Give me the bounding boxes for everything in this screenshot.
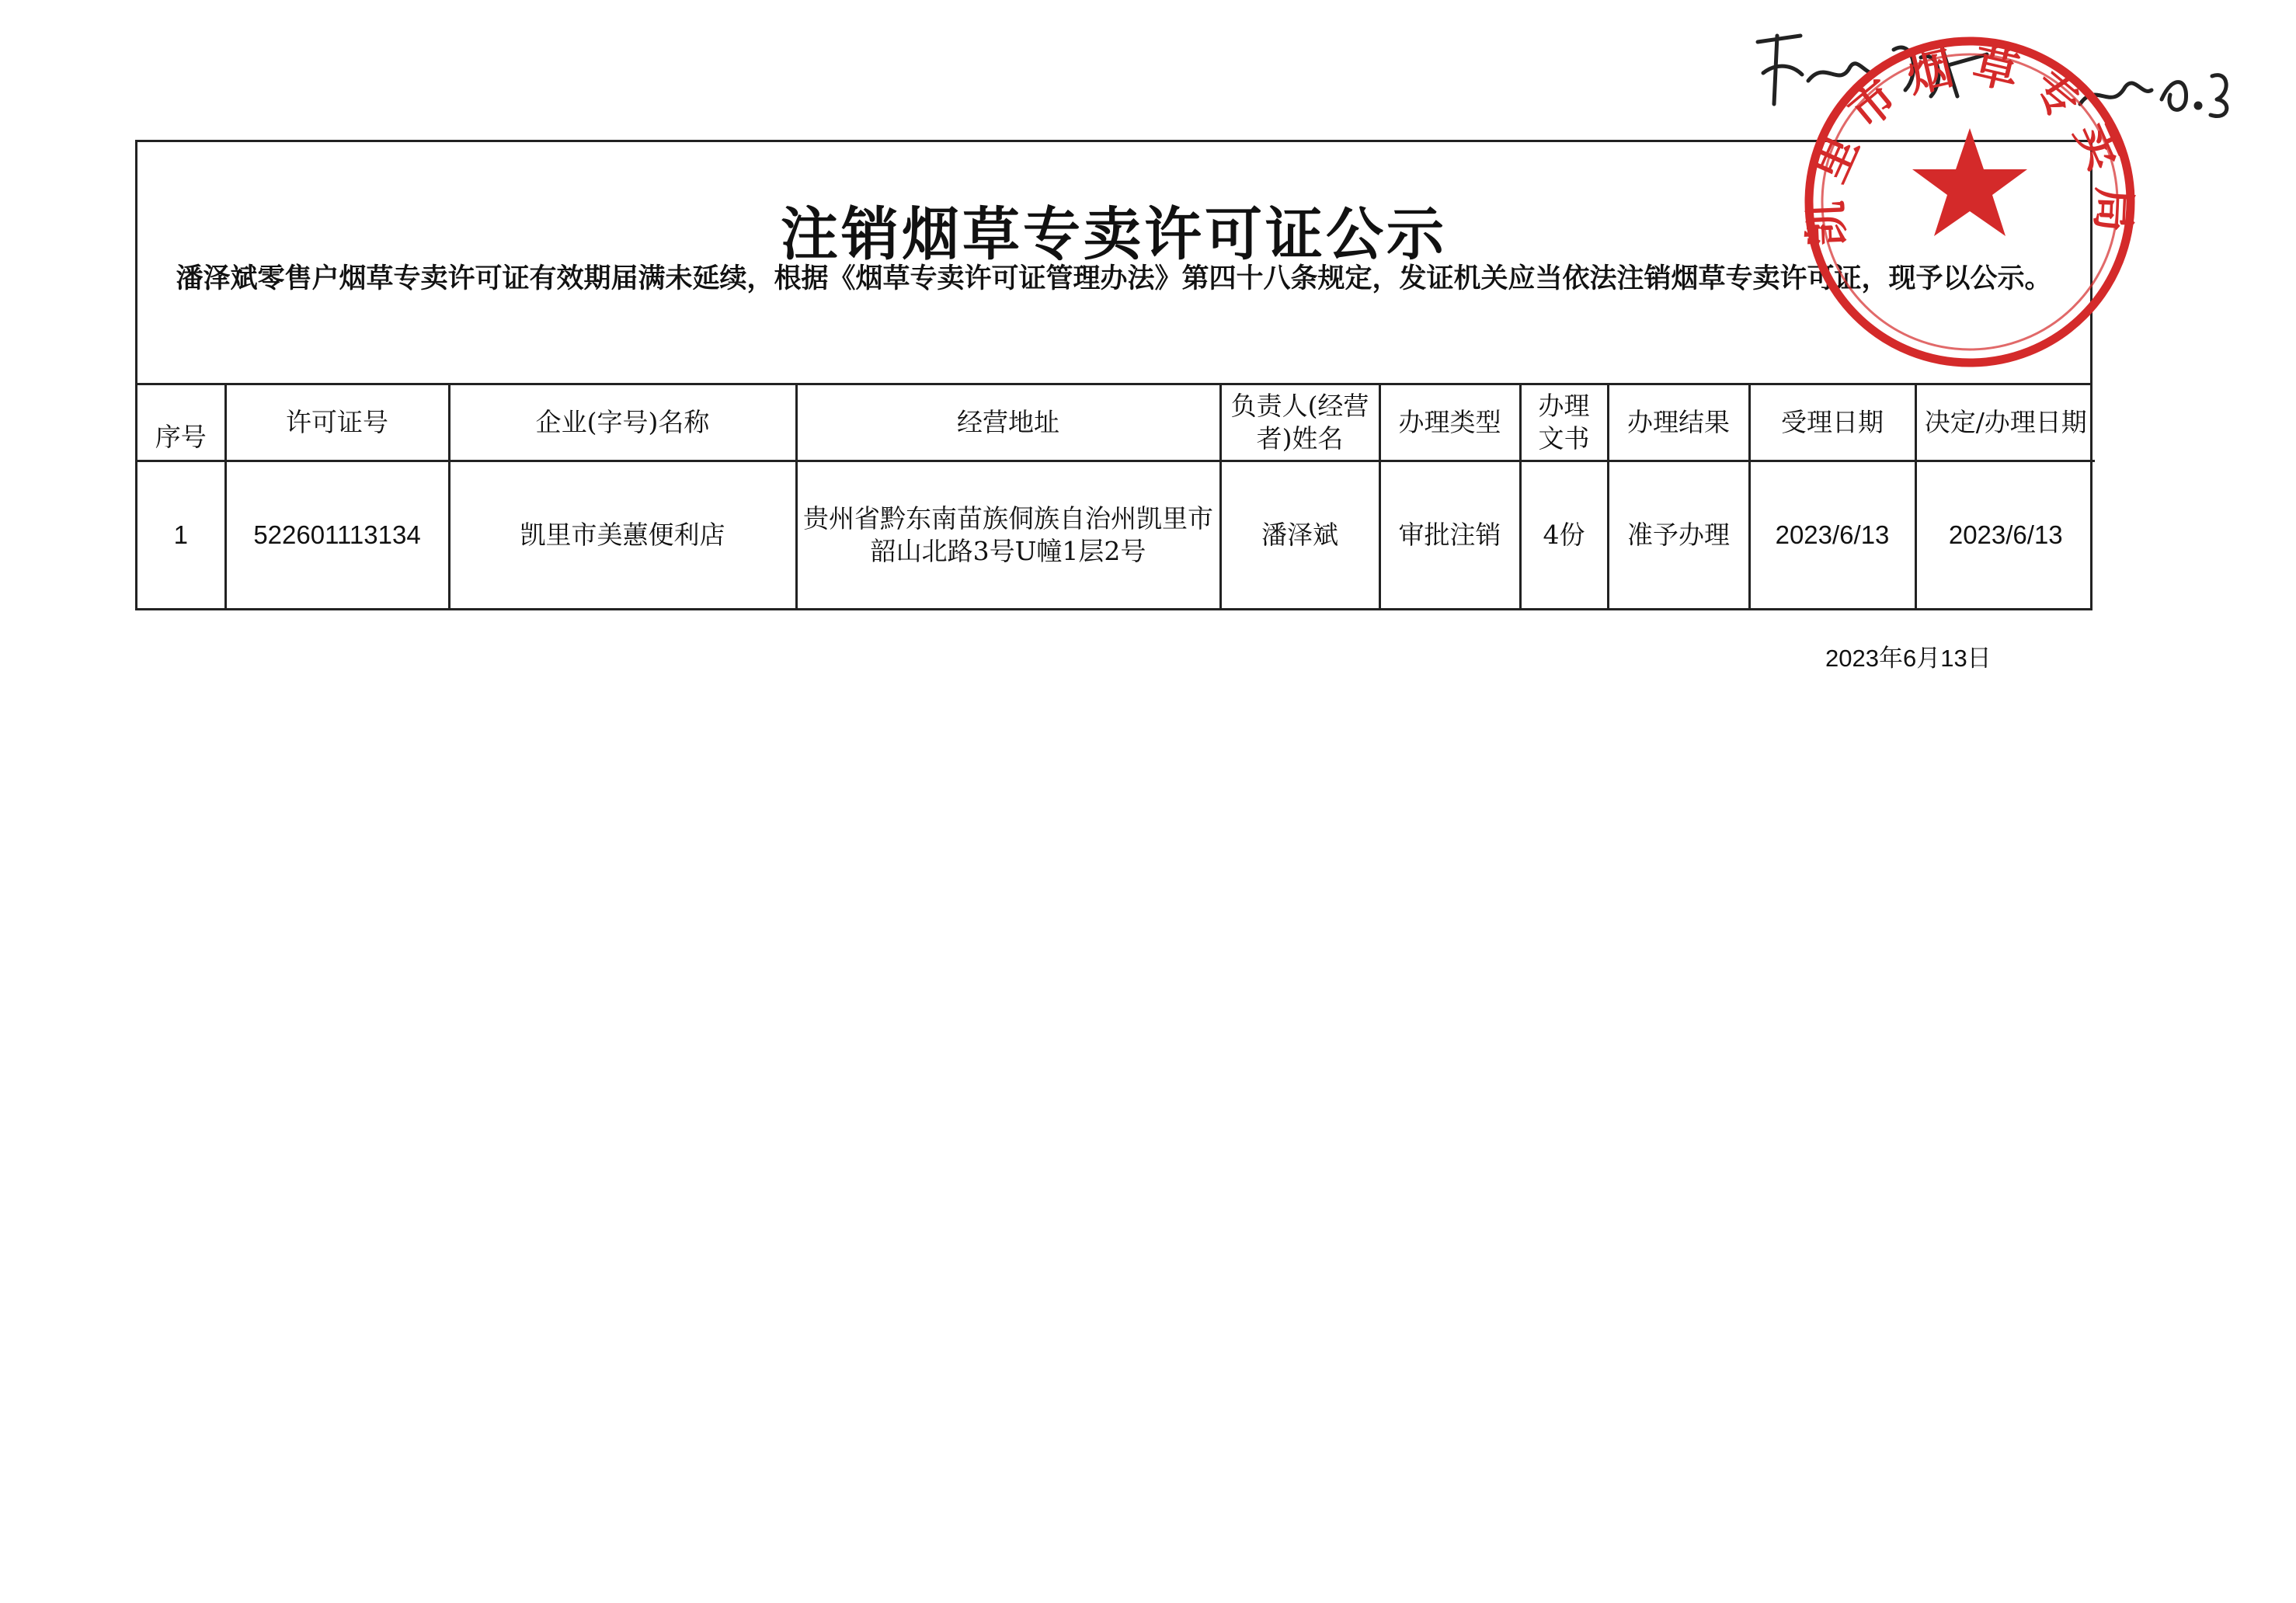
cell-accept-date: 2023/6/13 — [1749, 461, 1915, 609]
col-header-license-no: 许可证号 — [225, 385, 449, 461]
intro-paragraph: 潘泽斌零售户烟草专卖许可证有效期届满未延续，根据《烟草专卖许可证管理办法》第四十八条规定，发证机关应当依法注销烟草专卖许可证，现予以公示。 — [176, 263, 2052, 294]
table-header-row — [137, 385, 2095, 461]
official-seal — [1799, 31, 2141, 373]
col-header-company-name: 企业(字号)名称 — [449, 385, 796, 461]
cell-result: 准予办理 — [1608, 461, 1749, 609]
seal-text: 凯里市烟草专卖局 — [1799, 38, 2141, 248]
footer-date: 2023年6月13日 — [1825, 645, 1992, 672]
col-header-decision-date: 决定/办理日期 — [1915, 385, 2095, 461]
col-header-result: 办理结果 — [1608, 385, 1749, 461]
col-header-responsible-person: 负责人(经营者)姓名 — [1220, 385, 1379, 461]
col-header-process-type: 办理类型 — [1379, 385, 1520, 461]
cell-responsible-person: 潘泽斌 — [1220, 461, 1379, 609]
star-icon — [1912, 128, 2027, 236]
cell-address: 贵州省黔东南苗族侗族自治州凯里市韶山北路3号U幢1层2号 — [796, 461, 1220, 609]
cell-index: 1 — [137, 461, 225, 609]
notice-header — [137, 142, 2090, 385]
col-header-index: 序号 — [137, 385, 225, 461]
license-table — [137, 385, 2095, 608]
col-header-address: 经营地址 — [796, 385, 1220, 461]
table-row — [137, 461, 2095, 609]
cell-decision-date: 2023/6/13 — [1915, 461, 2095, 609]
cell-process-type: 审批注销 — [1379, 461, 1520, 609]
cell-license-no: 522601113134 — [225, 461, 449, 609]
cell-company-name: 凯里市美蕙便利店 — [449, 461, 796, 609]
page-title: 注销烟草专卖许可证公示 — [781, 201, 1447, 268]
col-header-accept-date: 受理日期 — [1749, 385, 1915, 461]
col-header-documents: 办理文书 — [1520, 385, 1608, 461]
cell-documents: 4份 — [1520, 461, 1608, 609]
